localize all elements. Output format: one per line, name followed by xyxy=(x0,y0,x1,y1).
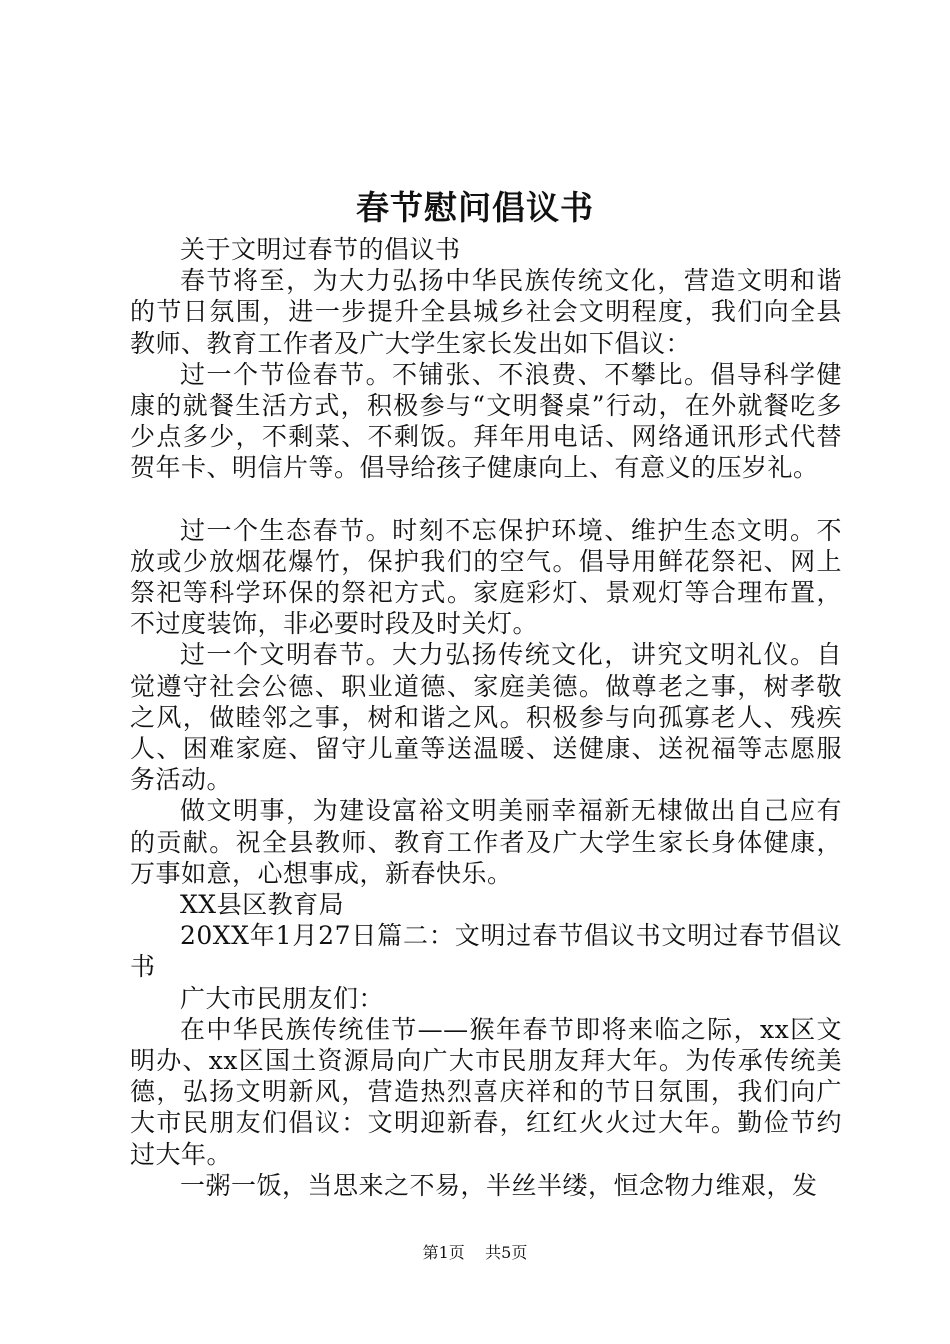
page-number: 第1页 xyxy=(422,1243,465,1262)
paragraph-signature: XX县区教育局 xyxy=(180,890,345,920)
paragraph-greeting: 在中华民族传统佳节——猴年春节即将来临之际，xx区文明办、xx区国土资源局向广大市民朋友拜大年。为传承传统美德，弘扬文明新风，营造热烈喜庆祥和的节日氛围，我们向广大市民朋友们倡议：文明迎新春，红红火火过大年。勤俭节约过大年。 xyxy=(130,1014,842,1169)
paragraph-date: 20XX年1月27日篇二：文明过春节倡议书文明过春节倡议书 xyxy=(130,921,842,982)
page-total: 共5页 xyxy=(485,1243,528,1262)
paragraph-civilized: 过一个文明春节。大力弘扬传统文化，讲究文明礼仪。自觉遵守社会公德、职业道德、家庭美德。做尊老之事，树孝敬之风，做睦邻之事，树和谐之风。积极参与向孤寡老人、残疾人、困难家庭、留守儿童等送温暖、送健康、送祝福等志愿服务活动。 xyxy=(130,640,842,795)
paragraph-intro: 春节将至，为大力弘扬中华民族传统文化，营造文明和谐的节日氛围，进一步提升全县城乡社会文明程度，我们向全县教师、教育工作者及广大学生家长发出如下倡议： xyxy=(130,266,842,358)
page-footer xyxy=(0,1242,950,1264)
paragraph-closing: 做文明事，为建设富裕文明美丽幸福新无棣做出自己应有的贡献。祝全县教师、教育工作者及广大学生家长身体健康，万事如意，心想事成，新春快乐。 xyxy=(130,796,842,888)
paragraph-ecology: 过一个生态春节。时刻不忘保护环境、维护生态文明。不放或少放烟花爆竹，保护我们的空气。倡导用鲜花祭祀、网上祭祀等科学环保的祭祀方式。家庭彩灯、景观灯等合理布置，不过度装饰，非必要时段及时关灯。 xyxy=(130,515,842,639)
paragraph-frugal: 过一个节俭春节。不铺张、不浪费、不攀比。倡导科学健康的就餐生活方式，积极参与“文明餐桌”行动，在外就餐吃多少点多少，不剩菜、不剩饭。拜年用电话、网络通讯形式代替贺年卡、明信片等。倡导给孩子健康向上、有意义的压岁礼。 xyxy=(130,359,842,483)
paragraph-salutation: 广大市民朋友们： xyxy=(180,983,385,1013)
paragraph-heading: 关于文明过春节的倡议书 xyxy=(180,235,461,264)
document-title: 春节慰问倡议书 xyxy=(356,188,594,227)
paragraph-continued: 一粥一饭，当思来之不易，半丝半缕，恒念物力维艰，发 xyxy=(180,1170,818,1200)
document-body xyxy=(130,234,842,1201)
